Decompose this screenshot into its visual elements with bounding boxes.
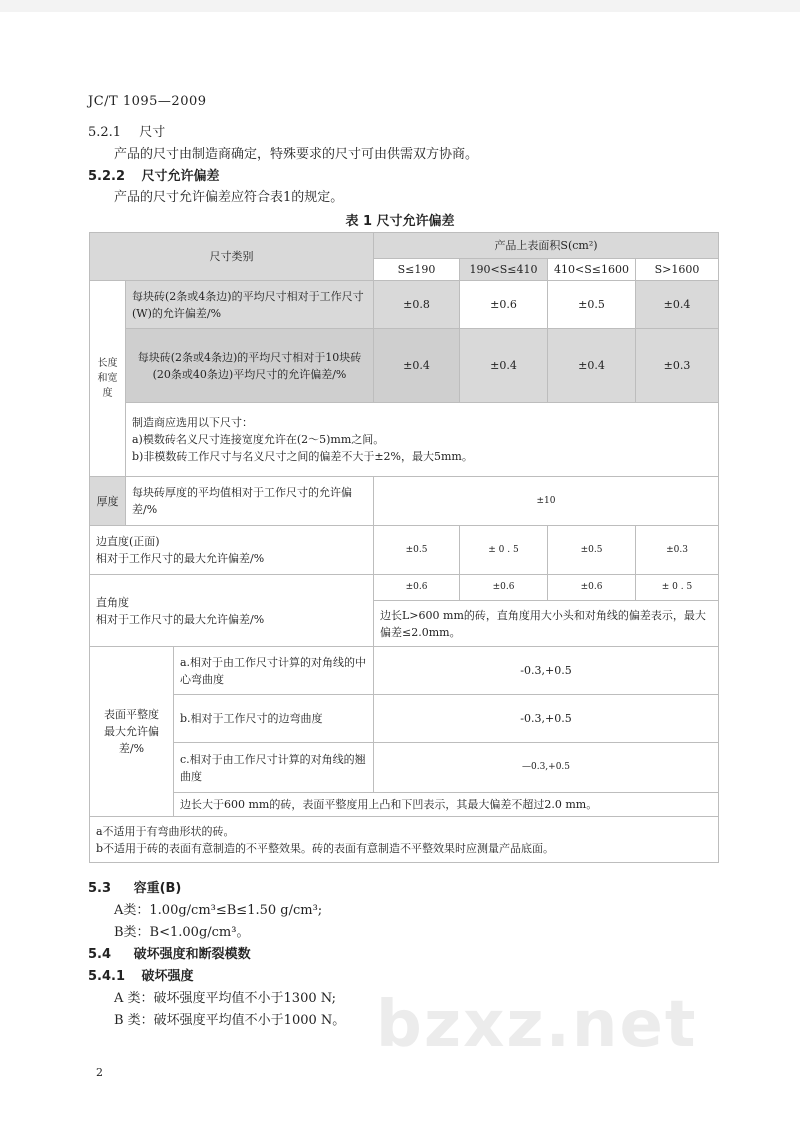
row2-value: ±0.3: [636, 329, 719, 403]
section-number: 5.2.1: [88, 125, 122, 140]
flatness-a-value: -0.3,+0.5: [374, 647, 719, 695]
section-5-2-1-heading: [88, 124, 165, 142]
footnote-b: b不适用于砖的表面有意制造的不平整效果。砖的表面有意制造不平整效果时应测量产品底面。: [96, 841, 555, 855]
row1-value: ±0.8: [374, 281, 460, 329]
section-number: 5.2.2: [88, 169, 126, 184]
edge-value: ±0.5: [548, 526, 636, 575]
row1-value: ±0.4: [636, 281, 719, 329]
header-col-4: S>1600: [636, 259, 719, 281]
row2-value: ±0.4: [374, 329, 460, 403]
flatness-c-value: —0.3,+0.5: [374, 743, 719, 793]
section-number: 5.4: [88, 947, 112, 962]
section-5-3-heading: [88, 880, 181, 898]
size-note: [126, 403, 719, 477]
edge-straightness-label: 边直度(正面): [96, 535, 160, 548]
row2-value: ±0.4: [548, 329, 636, 403]
section-title: 尺寸允许偏差: [141, 169, 220, 184]
section-5-2-2-text: 产品的尺寸允许偏差应符合表1的规定。: [114, 190, 344, 205]
thickness-label: 厚度: [90, 477, 126, 526]
flatness-c-description: c.相对于由工作尺寸计算的对角线的翘曲度: [174, 743, 374, 793]
section-title: 尺寸: [139, 125, 166, 140]
table-footnotes: [90, 817, 719, 863]
edge-value: ±0.5: [374, 526, 460, 575]
density-class-b: B类：B<1.00g/cm³。: [114, 925, 250, 940]
edge-value: ± 0 . 5: [460, 526, 548, 575]
flatness-b-value: -0.3,+0.5: [374, 695, 719, 743]
tolerance-table: [89, 232, 719, 863]
rectangularity-value: ±0.6: [374, 575, 460, 601]
section-number: 5.3: [88, 881, 112, 896]
size-note-line: b)非模数砖工作尺寸与名义尺寸之间的偏差不大于±2%，最大5mm。: [132, 450, 473, 463]
section-5-2-1-text: 产品的尺寸由制造商确定，特殊要求的尺寸可由供需双方协商。: [114, 147, 479, 162]
section-5-4-1-heading: [88, 968, 194, 986]
page-top-edge: [0, 0, 800, 12]
section-number: 5.4.1: [88, 969, 126, 984]
strength-class-a: A 类：破坏强度平均值不小于1300 N;: [114, 991, 337, 1006]
rectangularity-value: ±0.6: [460, 575, 548, 601]
flatness-note: 边长大于600 mm的砖，表面平整度用上凸和下凹表示，其最大偏差不超过2.0 mm。: [174, 793, 719, 817]
header-col-3: 410<S≤1600: [548, 259, 636, 281]
row2-value: ±0.4: [460, 329, 548, 403]
section-title: 破坏强度和断裂模数: [133, 947, 251, 962]
thickness-description: 每块砖厚度的平均值相对于工作尺寸的允许偏差/%: [126, 477, 374, 526]
watermark-text: bzxz.net: [376, 988, 698, 1062]
rectangularity-value: ±0.6: [548, 575, 636, 601]
length-width-label: 长度和宽度: [90, 281, 126, 477]
edge-value: ±0.3: [636, 526, 719, 575]
rectangularity-value: ± 0 . 5: [636, 575, 719, 601]
density-class-a: A类：1.00g/cm³≤B≤1.50 g/cm³;: [114, 903, 323, 918]
header-col-2: 190<S≤410: [460, 259, 548, 281]
flatness-label: 表面平整度最大允许偏差/%: [90, 647, 174, 817]
edge-straightness-cell: [90, 526, 374, 575]
rectangularity-cell: [90, 575, 374, 647]
section-5-2-2-heading: [88, 168, 220, 186]
row2-description: 每块砖(2条或4条边)的平均尺寸相对于10块砖(20条或40条边)平均尺寸的允许偏差/%: [126, 329, 374, 403]
page-number: 2: [96, 1066, 103, 1079]
header-col-1: S≤190: [374, 259, 460, 281]
row1-value: ±0.5: [548, 281, 636, 329]
table-caption: 表 1 尺寸允许偏差: [345, 214, 455, 229]
rectangularity-description: 相对于工作尺寸的最大允许偏差/%: [96, 612, 265, 626]
edge-straightness-description: 相对于工作尺寸的最大允许偏差/%: [96, 552, 265, 565]
section-title: 容重(B): [133, 881, 182, 896]
section-title: 破坏强度: [141, 969, 194, 984]
flatness-b-description: b.相对于工作尺寸的边弯曲度: [174, 695, 374, 743]
strength-class-b: B 类：破坏强度平均值不小于1000 N。: [114, 1013, 346, 1028]
size-note-line: 制造商应选用以下尺寸：: [132, 416, 253, 429]
standard-header: JC/T 1095—2009: [88, 94, 207, 109]
footnote-a: a不适用于有弯曲形状的砖。: [96, 824, 235, 838]
section-5-4-heading: [88, 946, 251, 964]
flatness-a-description: a.相对于由工作尺寸计算的对角线的中心弯曲度: [174, 647, 374, 695]
row1-value: ±0.6: [460, 281, 548, 329]
size-note-line: a)模数砖名义尺寸连接宽度允许在(2～5)mm之间。: [132, 433, 385, 446]
rectangularity-note: 边长L>600 mm的砖，直角度用大小头和对角线的偏差表示，最大偏差≤2.0mm。: [374, 601, 719, 647]
row1-description: 每块砖(2条或4条边)的平均尺寸相对于工作尺寸(W)的允许偏差/%: [126, 281, 374, 329]
header-area: 产品上表面积S(cm²): [374, 233, 719, 259]
rectangularity-label: 直角度: [96, 595, 129, 609]
thickness-value: ±10: [374, 477, 719, 526]
header-category: 尺寸类别: [90, 233, 374, 281]
